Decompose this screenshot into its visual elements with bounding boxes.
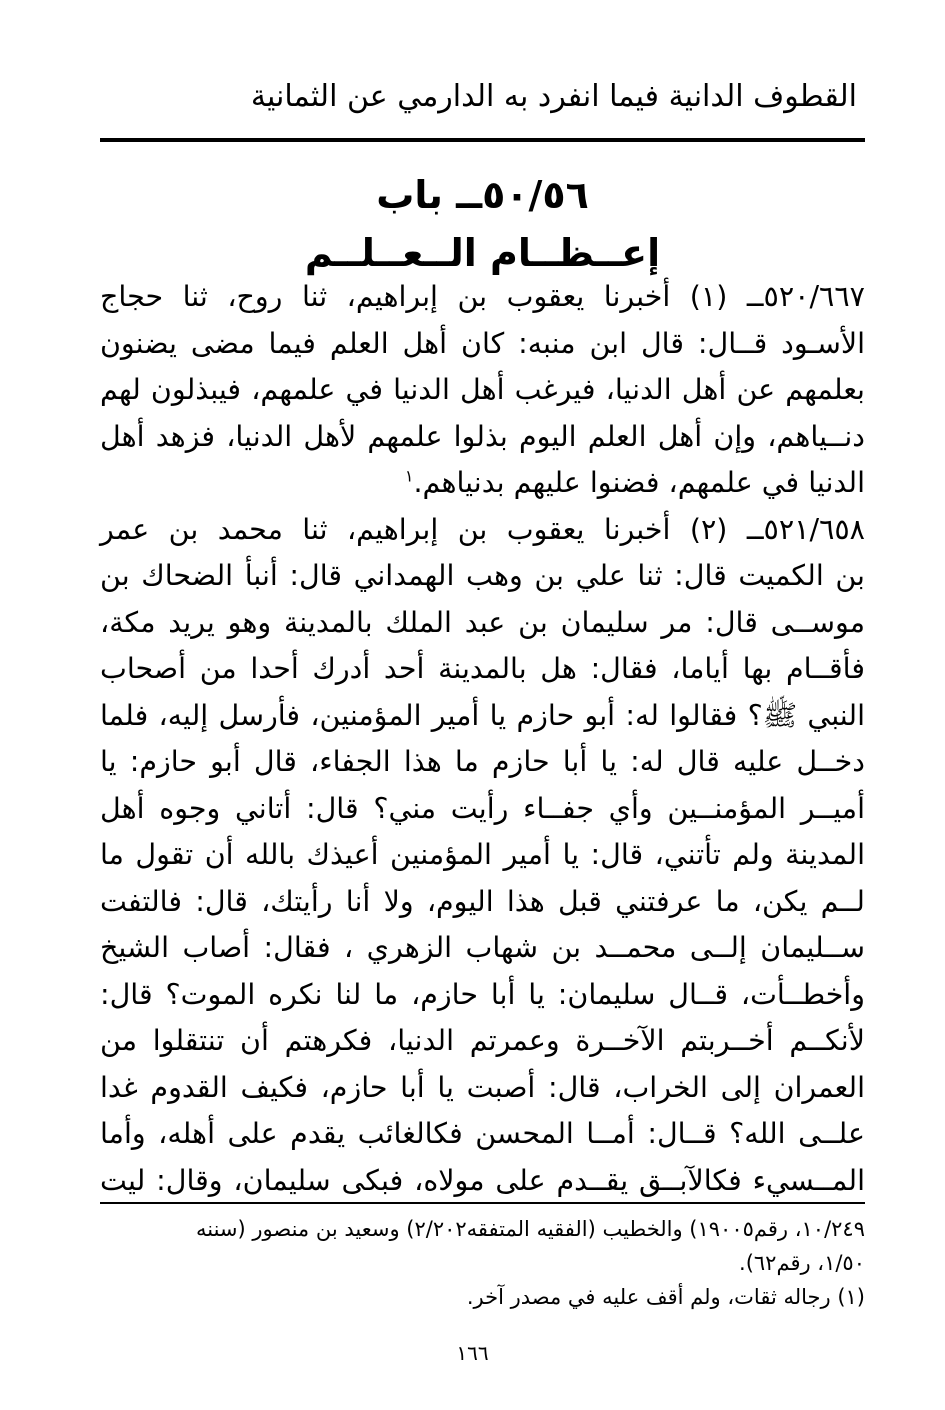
body-line-with-footnote [100, 460, 865, 507]
body-line: العمران إلى الخراب، قال: أصبت يا أبا حازم، فكيف القدوم غدا [100, 1070, 865, 1104]
body-line: لأنكــم أخــربتم الآخــرة وعمرتم الدنيا، فكرهتم أن تنتقلوا من [100, 1024, 865, 1057]
body-line: بن الكميت قال: ثنا علي بن وهب الهمداني قال: أنبأ الضحاك بن [100, 559, 865, 592]
footnote-ref: ١ [404, 466, 414, 486]
body-line: دخــل عليه قال له: يا أبا حازم ما هذا الجفاء، قال أبو حازم: يا [100, 745, 865, 778]
body-line: الأسـود قــال: قال ابن منبه: كان أهل العلم فيما مضى يضنون [100, 326, 865, 360]
chapter-number: ٥٠/٥٦ــ باب [376, 173, 589, 217]
body-line: ٥٢٠/٦٦٧ــ (١) أخبرنا يعقوب بن إبراهيم، ثنا روح، ثنا حجاج [100, 280, 865, 313]
running-head: القطوف الدانية فيما انفرد به الدارمي عن الثمانية [250, 79, 857, 114]
body-line: علــى الله؟ قــال: أمــا المحسن فكالغائب يقدم على أهله، وأما [100, 1117, 865, 1150]
body-line: ٥٢١/٦٥٨ــ (٢) أخبرنا يعقوب بن إبراهيم، ثنا محمد بن عمر [100, 512, 865, 546]
body-line: دنــياهم، وإن أهل العلم اليوم بذلوا علمهم لأهل الدنيا، فزهد أهل [100, 419, 865, 453]
body-line: الدنيا في علمهم، فضنوا عليهم بدنياهم. [413, 466, 865, 499]
footnote-line: ١٠/٢٤٩، رقم١٩٠٠٥) والخطيب (الفقيه المتفقه٢/٢٠٢) وسعيد بن منصور (سننه [196, 1217, 865, 1241]
body-line: فأقــام بها أياما، فقال: هل بالمدينة أحد أدرك أحدا من أصحاب [100, 652, 865, 685]
body-line: المدينة ولم تأتني، قال: يا أمير المؤمنين أعيذك بالله أن تقول ما [100, 838, 865, 871]
header-divider [100, 138, 865, 142]
body-text [100, 274, 865, 1204]
footnotes [100, 1212, 865, 1314]
body-line: وأخطــأت، قــال سليمان: يا أبا حازم، ما لنا نكره الموت؟ قال: [100, 977, 865, 1011]
body-line: بعلمهم عن أهل الدنيا، فيرغب أهل الدنيا في علمهم، فيبذلون لهم [100, 373, 865, 406]
body-line: أميــر المؤمنــين وأي جفــاء رأيت مني؟ قال: أتاني وجوه أهل [100, 791, 865, 825]
body-line: المــسيء فكالآبــق يقــدم على مولاه، فبكى سليمان، وقال: ليت [100, 1163, 865, 1197]
page-number: ١٦٦ [456, 1341, 489, 1365]
body-line: موســى قال: مر سليمان بن عبد الملك بالمدينة وهو يريد مكة، [100, 605, 865, 639]
footnote-line: ١/٥٠، رقم٦٢). [739, 1251, 865, 1275]
chapter-title: إعــظــام الــعــلــم [304, 231, 661, 275]
footnote-line: (١) رجاله ثقات، ولم أقف عليه في مصدر آخر. [466, 1285, 865, 1309]
body-line: النبي ﷺ؟ فقالوا له: أبو حازم يا أمير المؤمنين، فأرسل إليه، فلما [100, 698, 865, 732]
body-line: ســليمان إلــى محمــد بن شهاب الزهري ، فقال: أصاب الشيخ [100, 931, 865, 964]
footnote-divider [100, 1202, 865, 1204]
body-line: لــم يكن، ما عرفتني قبل هذا اليوم، ولا أنا رأيتك، قال: فالتفت [100, 884, 865, 918]
